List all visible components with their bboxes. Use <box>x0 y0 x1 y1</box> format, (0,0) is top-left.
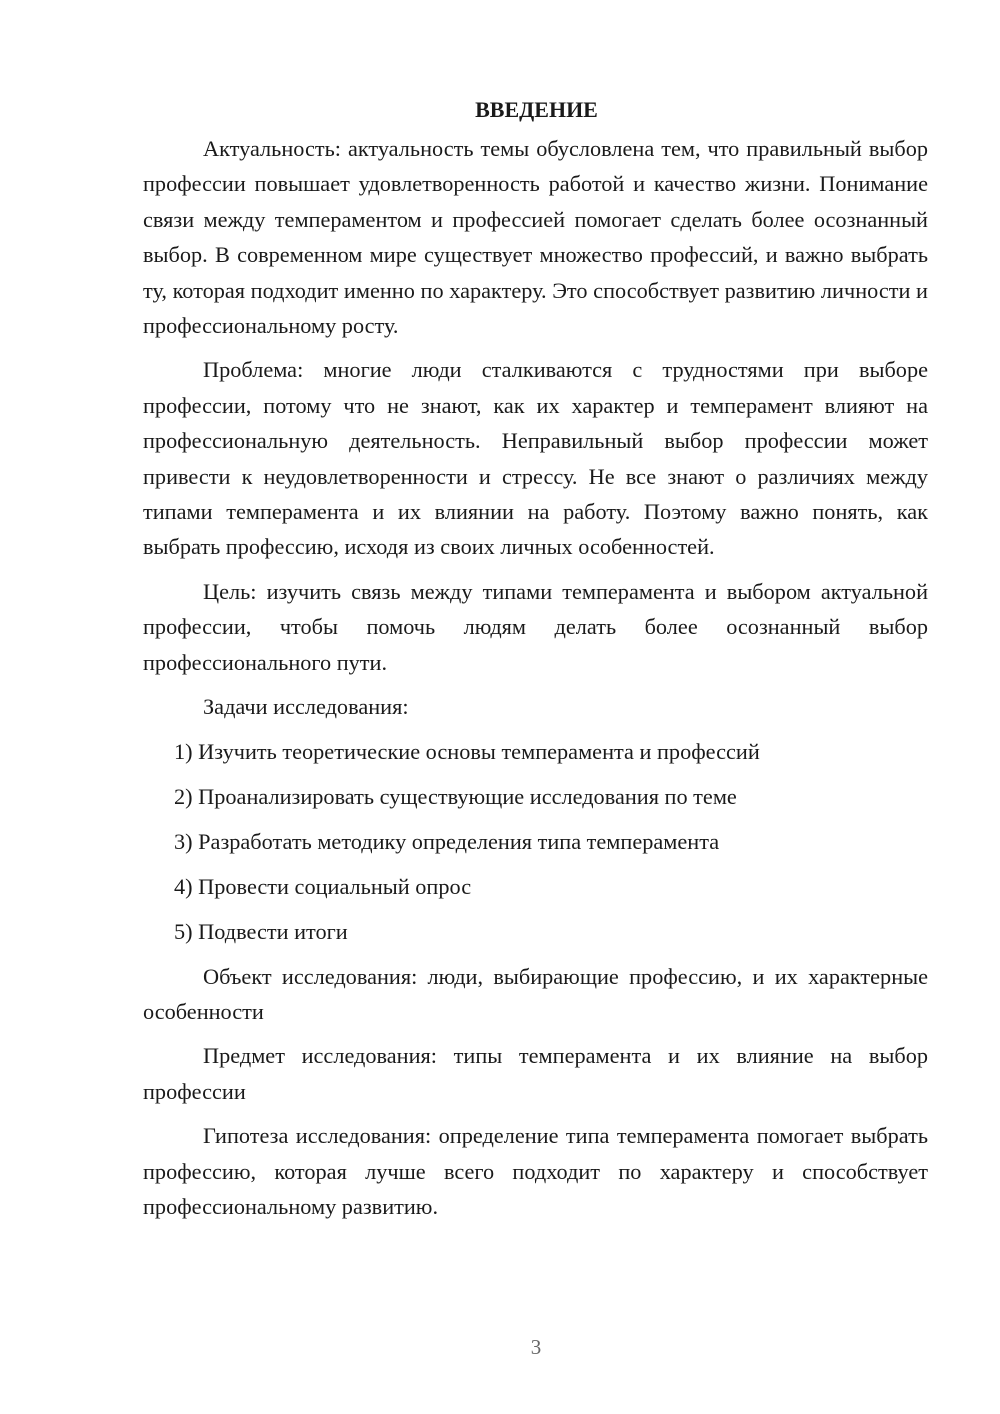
task-item: 4) Провести социальный опрос <box>174 873 472 899</box>
task-item: 1) Изучить теоретические основы темперамента и профессий <box>174 739 760 764</box>
section-title: ВВЕДЕНИЕ <box>475 97 598 122</box>
relevance-paragraph: Актуальность: актуальность темы обусловлена тем, что правильный выбор профессии повышает удовлетворенность работой и качество жизни. Понимание связи между темпераментом и профессией помогает сделать более осознанный выбор. В современном мире существует множество профессий, и важно выбрать ту, которая подходит именно по характеру. Это способствует развитию личности и профессиональному росту. <box>143 136 928 339</box>
tasks-list <box>143 734 928 949</box>
problem-paragraph: Проблема: многие люди сталкиваются с трудностями при выборе профессии, потому что не знают, как их характер и темперамент влияют на профессиональную деятельность. Неправильный выбор профессии может привести к неудовлетворенности и стрессу. Не все знают о различиях между типами темперамента и их влиянии на работу. Поэтому важно понять, как выбрать профессию, исходя из своих личных особенностей. <box>143 357 928 560</box>
task-item: 2) Проанализировать существующие исследования по теме <box>174 783 737 809</box>
goal-paragraph: Цель: изучить связь между типами темперамента и выбором актуальной профессии, чтобы помочь людям делать более осознанный выбор профессионального пути. <box>143 578 928 675</box>
tasks-heading: Задачи исследования: <box>203 694 409 720</box>
page-number: 3 <box>530 1335 542 1359</box>
task-item: 3) Разработать методику определения типа темперамента <box>174 828 720 854</box>
hypothesis-paragraph: Гипотеза исследования: определение типа темперамента помогает выбрать профессию, которая лучше всего подходит по характеру и способствует профессиональному развитию. <box>143 1123 928 1219</box>
document-page <box>143 92 928 1233</box>
object-paragraph: Объект исследования: люди, выбирающие профессию, и их характерные особенности <box>143 963 928 1024</box>
subject-paragraph: Предмет исследования: типы темперамента и их влияние на выбор профессии <box>143 1043 928 1104</box>
task-item: 5) Подвести итоги <box>174 918 348 944</box>
